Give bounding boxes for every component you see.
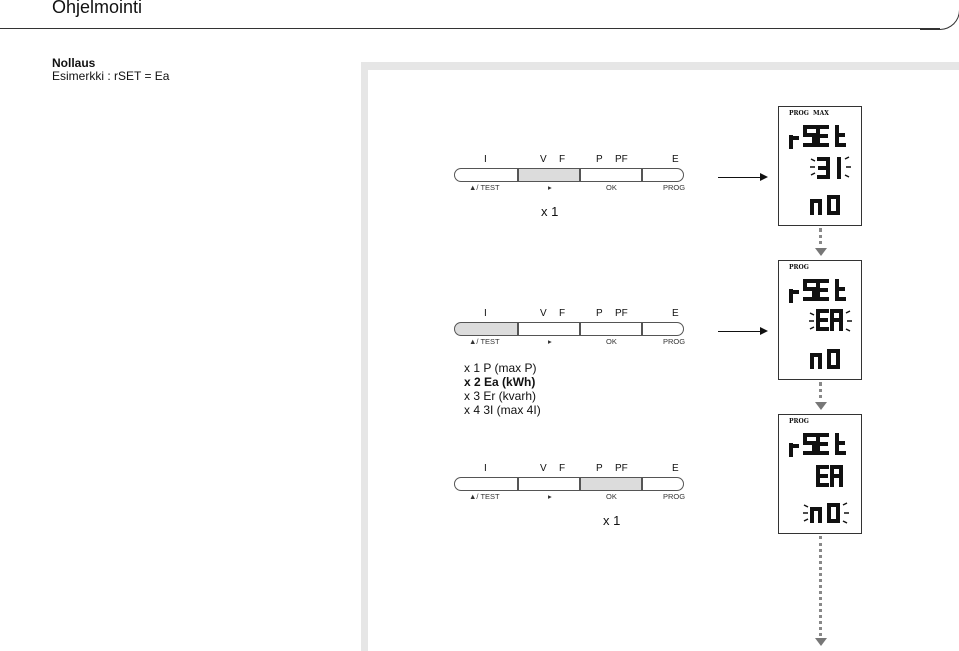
lcd-tag-prog: PROG <box>789 110 809 117</box>
arrow-right-icon <box>718 177 766 178</box>
btn-ok: OK <box>606 183 617 192</box>
key-i[interactable] <box>454 168 518 182</box>
press-count-step1: x 1 <box>541 204 559 219</box>
key-label-p: P <box>596 463 603 474</box>
key-label-p: P <box>596 154 603 165</box>
key-label-pf: PF <box>615 463 628 474</box>
key-e[interactable] <box>642 168 684 182</box>
key-i[interactable] <box>454 322 518 336</box>
option-item: x 4 3I (max 4I) <box>464 403 541 417</box>
btn-test: ▲/ TEST <box>469 183 500 192</box>
btn-right: ▸ <box>548 492 552 501</box>
option-item-selected: x 2 Ea (kWh) <box>464 375 536 389</box>
btn-test: ▲/ TEST <box>469 337 500 346</box>
key-label-v: V <box>540 308 547 319</box>
lcd-segments <box>779 261 863 381</box>
btn-ok: OK <box>606 492 617 501</box>
section-title: Nollaus <box>52 56 96 70</box>
key-label-pf: PF <box>615 308 628 319</box>
key-ppf[interactable] <box>580 168 642 182</box>
key-label-e: E <box>672 463 679 474</box>
lcd-tag-prog: PROG <box>789 264 809 271</box>
key-label-pf: PF <box>615 154 628 165</box>
lcd-segments <box>779 415 863 535</box>
lcd-segments <box>779 107 863 227</box>
btn-right: ▸ <box>548 337 552 346</box>
key-label-v: V <box>540 463 547 474</box>
key-label-v: V <box>540 154 547 165</box>
btn-prog: PROG <box>663 492 686 501</box>
arrow-right-icon <box>718 331 766 332</box>
btn-prog: PROG <box>663 183 686 192</box>
section-subtitle: Esimerkki : rSET = Ea <box>52 69 170 83</box>
keypad-step2 <box>454 308 684 350</box>
lcd-display-step2 <box>778 260 862 380</box>
keypad-step3 <box>454 463 684 505</box>
btn-ok: OK <box>606 337 617 346</box>
key-label-f: F <box>559 154 566 165</box>
key-label-i: I <box>484 463 487 474</box>
key-e[interactable] <box>642 477 684 491</box>
lcd-tag-max: MAX <box>813 110 829 117</box>
key-e[interactable] <box>642 322 684 336</box>
key-vf[interactable] <box>518 168 580 182</box>
key-label-f: F <box>559 463 566 474</box>
key-vf[interactable] <box>518 322 580 336</box>
key-label-i: I <box>484 308 487 319</box>
key-label-p: P <box>596 308 603 319</box>
lcd-display-step1 <box>778 106 862 226</box>
key-ppf[interactable] <box>580 322 642 336</box>
option-list <box>464 361 541 417</box>
lcd-display-step3 <box>778 414 862 534</box>
btn-test: ▲/ TEST <box>469 492 500 501</box>
key-label-e: E <box>672 154 679 165</box>
key-vf[interactable] <box>518 477 580 491</box>
header-rule <box>0 28 940 29</box>
keypad-step1 <box>454 154 684 196</box>
key-label-i: I <box>484 154 487 165</box>
lcd-tag-prog: PROG <box>789 418 809 425</box>
down-arrow-icon <box>815 402 827 410</box>
key-label-f: F <box>559 308 566 319</box>
key-i[interactable] <box>454 477 518 491</box>
option-item: x 3 Er (kvarh) <box>464 389 537 403</box>
btn-prog: PROG <box>663 337 686 346</box>
down-arrow-icon <box>815 638 827 646</box>
key-label-e: E <box>672 308 679 319</box>
key-ppf[interactable] <box>580 477 642 491</box>
header-corner <box>920 0 959 30</box>
press-count-step3: x 1 <box>603 513 621 528</box>
down-arrow-icon <box>815 248 827 256</box>
page-title: Ohjelmointi <box>52 0 143 17</box>
option-item: x 1 P (max P) <box>464 361 537 375</box>
btn-right: ▸ <box>548 183 552 192</box>
flow-dots <box>819 536 825 636</box>
